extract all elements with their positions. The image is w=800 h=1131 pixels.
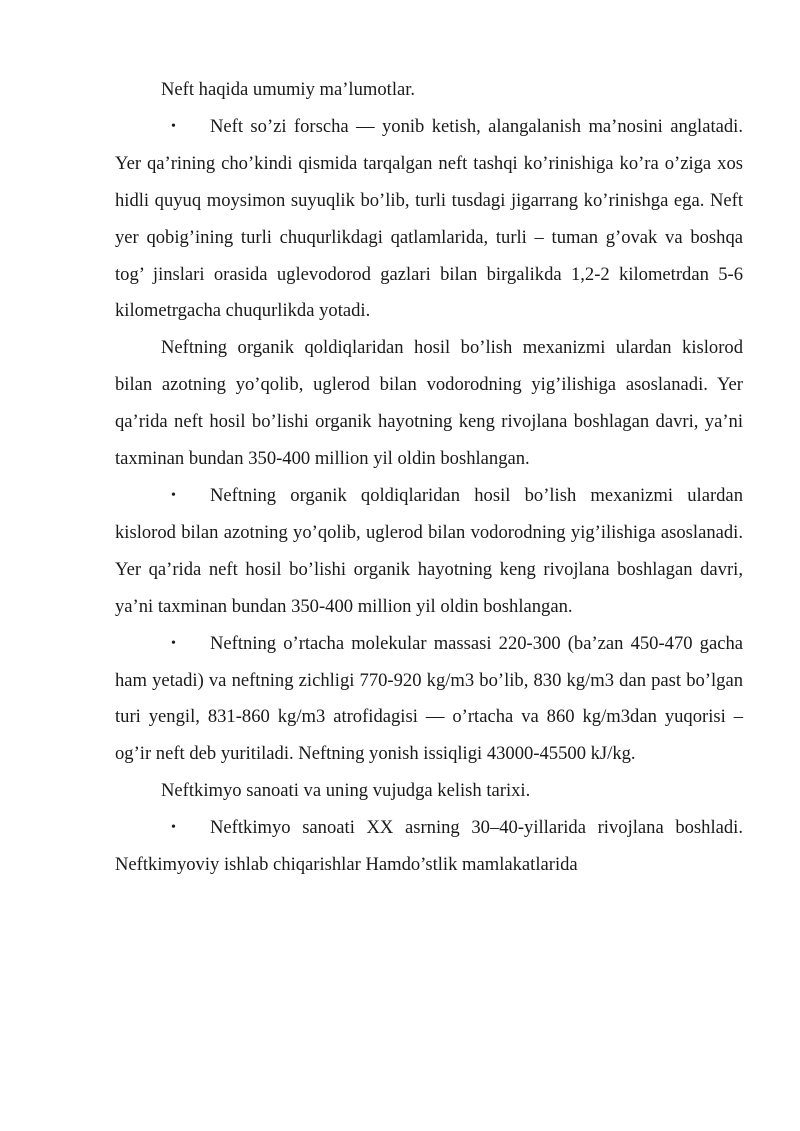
- bullet-paragraph-oil-formation-repeat: [115, 478, 743, 626]
- section-heading-petrochemical-history: Neftkimyo sanoati va uning vujudga kelish tarixi.: [161, 780, 531, 802]
- bullet-paragraph-oil-definition: [115, 109, 743, 330]
- paragraph-oil-formation: Neftning organik qoldiqlaridan hosil bo’lish mexanizmi ulardan kislorod bilan azotning yo’qolib, uglerod bilan vodorodning yig’ilishiga asoslanadi. Yer qa’rida neft hosil bo’lishi organik hayotning keng rivojlana boshlagan davri, ya’ni taxminan bundan 350-400 million yil oldin boshlangan.: [115, 337, 743, 470]
- document-page: [115, 72, 743, 884]
- bullet-text: Neftkimyo sanoati XX asrning 30–40-yillarida rivojlana boshladi. Neftkimyoviy ishlab chiqarishlar Hamdo’stlik mamlakatlarida: [115, 817, 743, 876]
- bullet-icon: •: [171, 487, 176, 503]
- bullet-icon: •: [171, 820, 176, 836]
- bullet-text: Neftning o’rtacha molekular massasi 220-300 (ba’zan 450-470 gacha ham yetadi) va neftning zichligi 770-920 kg/m3 bo’lib, 830 kg/m3 dan past bo’lgan turi yengil, 831-860 kg/m3 atrofidagisi — o’rtacha va 860 kg/m3dan yuqorisi – og’ir neft deb yuritiladi. Neftning yonish issiqligi 43000-45500 kJ/kg.: [115, 632, 743, 765]
- bullet-text: Neftning organik qoldiqlaridan hosil bo’lish mexanizmi ulardan kislorod bilan azotning yo’qolib, uglerod bilan vodorodning yig’ilishiga asoslanadi. Yer qa’rida neft hosil bo’lishi organik hayotning keng rivojlana boshlagan davri, ya’ni taxminan bundan 350-400 million yil oldin boshlangan.: [115, 484, 743, 617]
- bullet-text: Neft so’zi forscha — yonib ketish, alangalanish ma’nosini anglatadi. Yer qa’rining cho’kindi qismida tarqalgan neft tashqi ko’rinishiga ko’ra o’ziga xos hidli quyuq moysimon suyuqlik bo’lib, turli tusdagi jigarrang ko’rinishga ega. Neft yer qobig’ining turli chuqurlikdagi qatlamlarida, turli – tuman g’ovak va boshqa tog’ jinslari orasida uglevodorod gazlari bilan birgalikda 1,2-2 kilometrdan 5-6 kilometrgacha chuqurlikda yotadi.: [115, 115, 743, 322]
- bullet-paragraph-petrochemical-industry: [115, 810, 743, 884]
- bullet-icon: •: [171, 118, 176, 134]
- bullet-paragraph-oil-properties: [115, 626, 743, 774]
- section-heading-oil-general-info: Neft haqida umumiy ma’lumotlar.: [161, 79, 416, 100]
- bullet-icon: •: [171, 635, 176, 651]
